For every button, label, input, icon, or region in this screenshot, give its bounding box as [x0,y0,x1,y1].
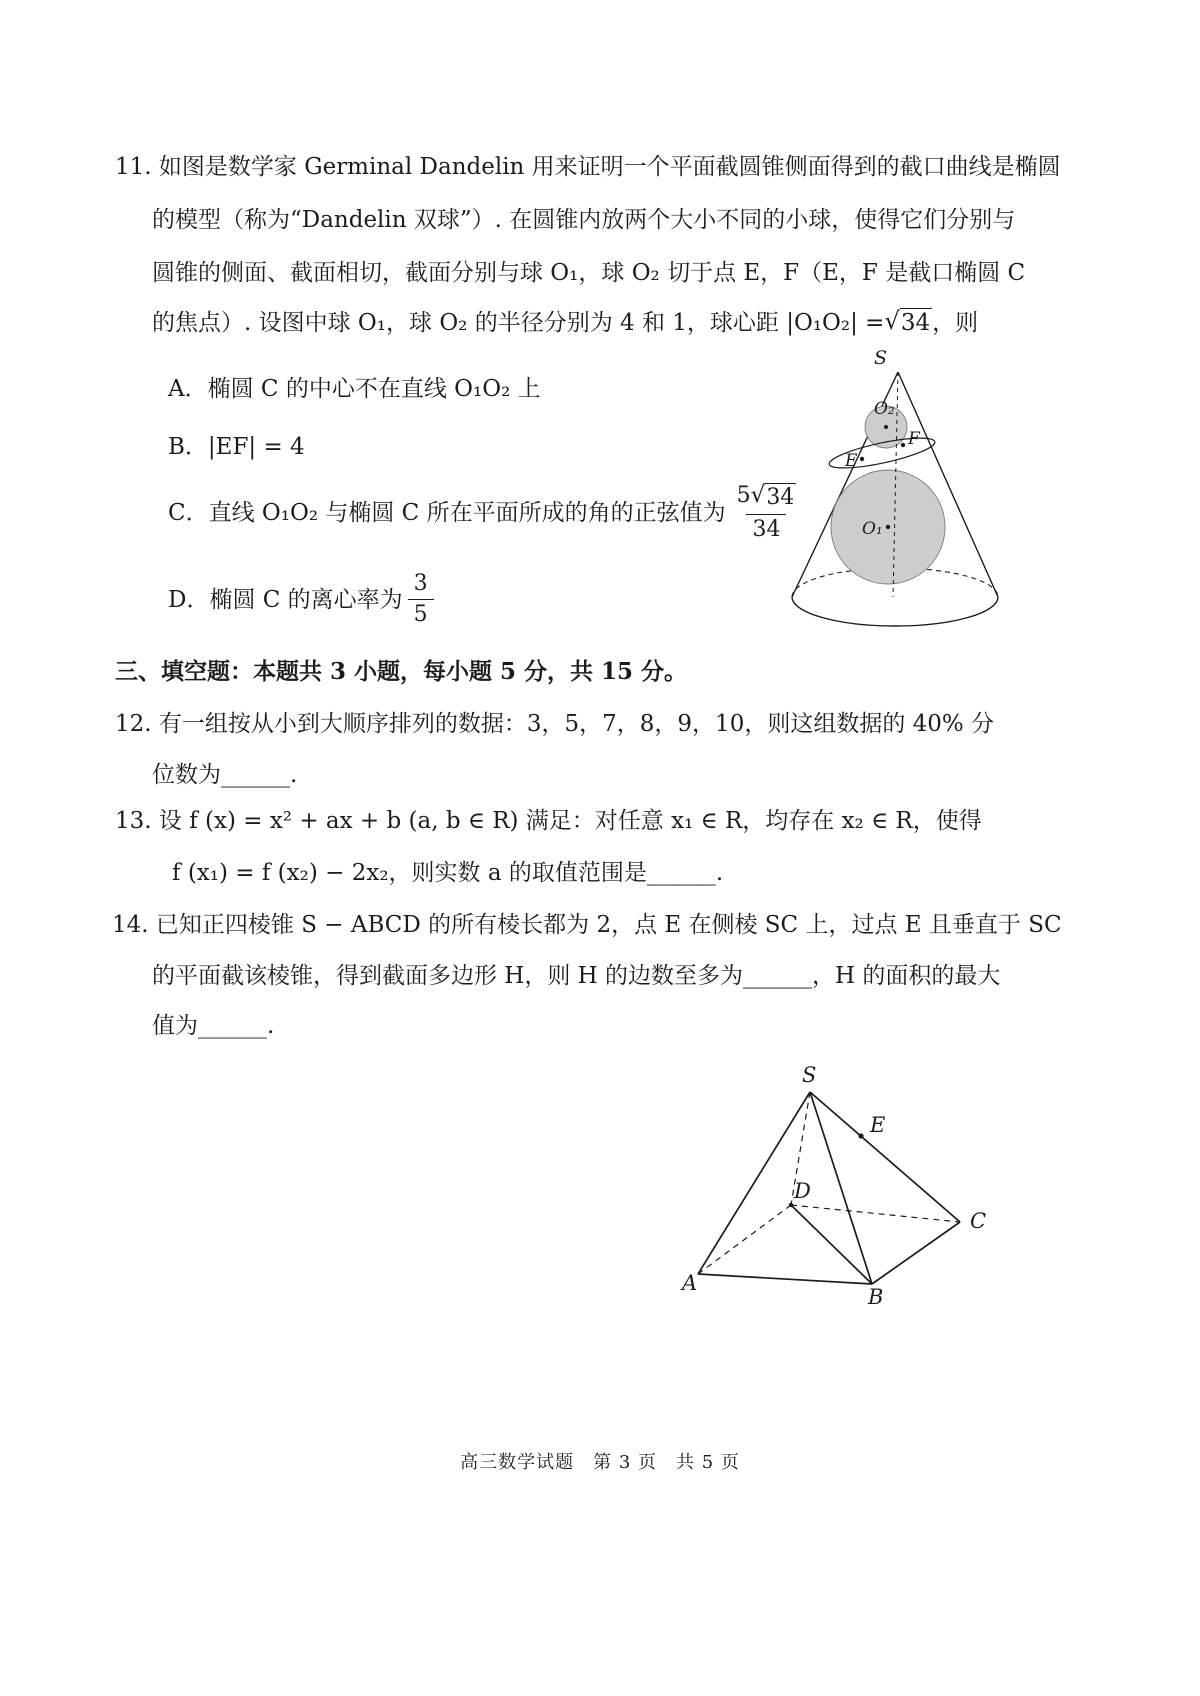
label-s: S [802,1063,817,1087]
q13-line-1: 13. 设 f (x) = x² + ax + b (a, b ∈ R) 满足：对任意 x₁ ∈ R，均存在 x₂ ∈ R，使得 [115,808,982,834]
choice-c-radicand: 34 [766,485,795,510]
dandelin-sphere-figure [762,348,1012,648]
q11-choice-a: A．椭圆 C 的中心不在直线 O₁O₂ 上 [168,376,541,402]
point-o1 [886,525,890,529]
q11-choice-c-text: C．直线 O₁O₂ 与椭圆 C 所在平面所成的角的正弦值为 [168,499,726,526]
label-s: S [874,348,888,369]
q14-line-3: 值为______. [152,1013,275,1039]
edge-bc [872,1222,960,1284]
page-footer: 高三数学试题 第 3 页 共 5 页 [460,1452,740,1473]
label-b: B [868,1285,884,1309]
label-e: E [845,451,858,471]
q12-line-2: 位数为______. [152,762,298,788]
point-o2 [884,425,888,429]
label-o2: O₂ [874,399,895,419]
q12-line-1: 12. 有一组按从小到大顺序排列的数据：3，5，7，8，9，10，则这组数据的 40% 分 [115,711,995,737]
edge-ab [698,1274,872,1284]
label-d: D [794,1179,811,1203]
label-a: A [682,1271,698,1295]
q11-line-4-tail: ，则 [932,310,979,336]
radical-sign: √ [884,307,900,336]
point-f [901,443,905,447]
choice-d-denominator: 5 [408,599,434,629]
q13-line-2: f (x₁) = f (x₂) − 2x₂，则实数 a 的取值范围是______. [172,860,724,886]
q11-choice-d-text: D．椭圆 C 的离心率为 [168,586,403,613]
choice-c-num-coef: 5 [736,483,751,508]
label-e: E [870,1113,886,1137]
edge-ad [698,1205,791,1274]
sqrt-34 [884,308,932,338]
point-d [789,1203,793,1207]
point-e [860,457,864,461]
q11-line-4-text: 的焦点）. 设图中球 O₁，球 O₂ 的半径分别为 4 和 1，球心距 |O₁O₂| = [152,310,885,336]
choice-c-denominator: 34 [746,514,786,544]
radical-sign: √ [750,482,766,508]
q11-line-1: 11. 如图是数学家 Germinal Dandelin 用来证明一个平面截圆锥侧面得到的截口曲线是椭圆 [115,154,1061,180]
section-3-title: 三、填空题：本题共 3 小题，每小题 5 分，共 15 分。 [115,658,688,685]
point-e [858,1133,863,1138]
q14-line-2: 的平面截该棱锥，得到截面多边形 H，则 H 的边数至多为______，H 的面积的最大 [152,963,1001,989]
q11-choice-c [168,482,807,544]
label-o1: O₁ [862,519,883,539]
edge-sc [810,1092,960,1222]
choice-d-fraction [408,570,434,630]
q11-line-3: 圆锥的侧面、截面相切，截面分别与球 O₁，球 O₂ 切于点 E，F（E，F 是截口椭圆 C [152,260,1026,286]
pyramid-figure [648,1062,1008,1312]
radicand-34: 34 [900,310,931,337]
q11-choice-d [168,570,439,630]
q11-line-4 [152,306,978,340]
choice-d-numerator: 3 [413,571,428,596]
q14-line-1: 14. 已知正四棱锥 S − ABCD 的所有棱长都为 2，点 E 在侧棱 SC 上，过点 E 且垂直于 SC [112,912,1062,938]
q11-choice-b: B．|EF| = 4 [168,434,305,460]
label-f: F [908,429,920,449]
edge-sb [810,1092,872,1284]
label-c: C [970,1209,987,1233]
edge-dc [791,1205,960,1222]
q11-line-2: 的模型（称为“Dandelin 双球”）. 在圆锥内放两个大小不同的小球，使得它们分别与 [152,207,1016,233]
cone-base-front-arc [792,597,998,626]
